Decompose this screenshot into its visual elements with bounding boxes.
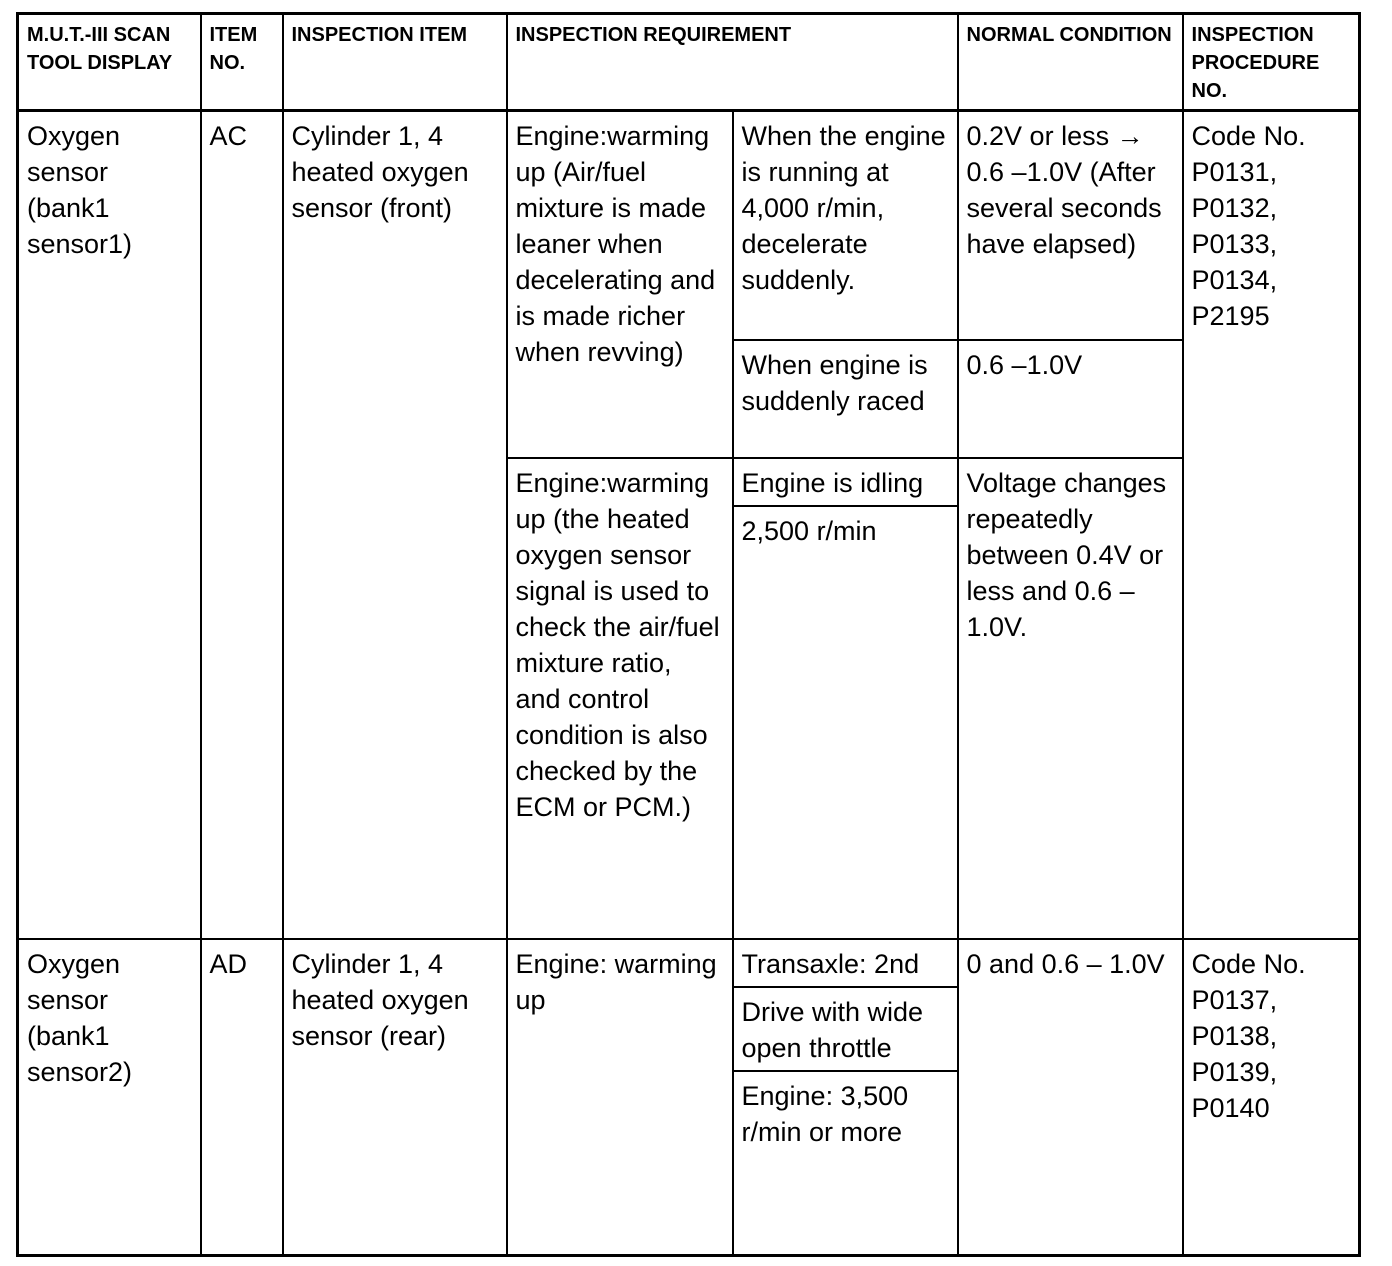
normal-condition-cell: 0.2V or less → 0.6 –1.0V (After several seconds have elapsed) [958,111,1183,340]
header-display: M.U.T.-III SCAN TOOL DISPLAY [18,14,201,111]
display-cell: Oxygen sensor (bank1 sensor1) [18,111,201,939]
inspection-item-cell: Cylinder 1, 4 heated oxygen sensor (rear) [283,939,507,1256]
table-row [18,111,1360,340]
condition-cell: Transaxle: 2nd [733,939,958,987]
condition-cell: 2,500 r/min [733,506,958,939]
table-header [18,14,1360,111]
header-procedure-no: INSPECTION PROCEDURE NO. [1183,14,1360,111]
procedure-no-cell: Code No. P0131, P0132, P0133, P0134, P2195 [1183,111,1360,939]
header-item-no: ITEM NO. [201,14,283,111]
condition-cell: When engine is suddenly raced [733,340,958,458]
procedure-no-cell: Code No. P0137, P0138, P0139, P0140 [1183,939,1360,1256]
header-inspection-item: INSPECTION ITEM [283,14,507,111]
table-row [18,939,1360,987]
item-no-cell: AD [201,939,283,1256]
normal-condition-cell: Voltage changes repeatedly between 0.4V or less and 0.6 –1.0V. [958,458,1183,939]
normal-condition-cell: 0 and 0.6 – 1.0V [958,939,1183,1256]
condition-cell: Drive with wide open throttle [733,987,958,1071]
condition-cell: Engine is idling [733,458,958,506]
requirement-cell: Engine:warming up (the heated oxygen sensor signal is used to check the air/fuel mixture ratio, and control condition is also checked by the ECM or PCM.) [507,458,733,939]
item-no-cell: AC [201,111,283,939]
table-body [18,111,1360,1256]
requirement-cell: Engine: warming up [507,939,733,1256]
inspection-table [16,12,1361,1257]
condition-cell: Engine: 3,500 r/min or more [733,1071,958,1256]
display-cell: Oxygen sensor (bank1 sensor2) [18,939,201,1256]
header-row [18,14,1360,111]
normal-condition-cell: 0.6 –1.0V [958,340,1183,458]
condition-cell: When the engine is running at 4,000 r/min, decelerate suddenly. [733,111,958,340]
header-inspection-requirement: INSPECTION REQUIREMENT [507,14,958,111]
header-normal-condition: NORMAL CONDITION [958,14,1183,111]
inspection-item-cell: Cylinder 1, 4 heated oxygen sensor (front) [283,111,507,939]
requirement-cell: Engine:warming up (Air/fuel mixture is made leaner when decelerating and is made richer when revving) [507,111,733,458]
